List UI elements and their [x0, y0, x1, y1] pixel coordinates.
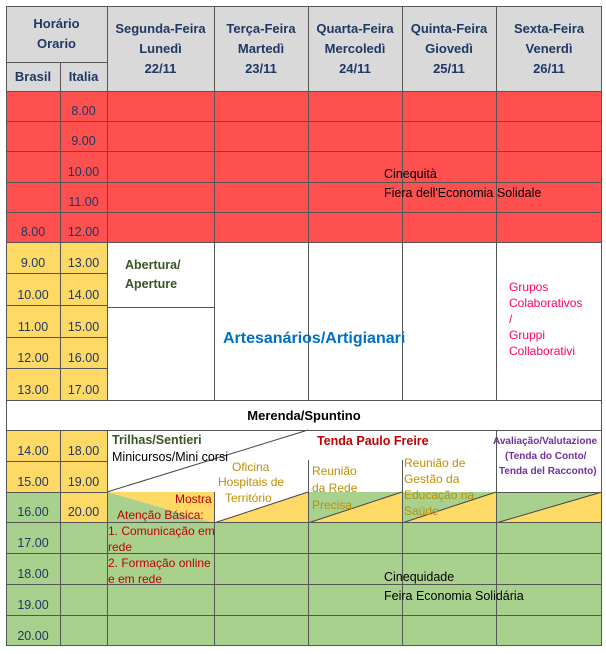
brasil-time: 14.00 [17, 444, 49, 458]
italia-time: 14.00 [67, 288, 100, 302]
mostra-line: rede [108, 540, 133, 554]
cinequita-subtitle: Fiera dell'Economia Solidale [384, 186, 542, 200]
header-brasil: Brasil [6, 62, 60, 91]
italia-time: 16.00 [67, 351, 100, 365]
day-date: 22/11 [144, 60, 177, 76]
oficina-line: Oficina [232, 460, 270, 474]
day-pt: Terça-Feira [226, 20, 296, 36]
brasil-time: 18.00 [17, 567, 49, 581]
mostra-line: 2. Formação online [108, 556, 211, 570]
brasil-time: 8.00 [20, 225, 46, 239]
day-it: Giovedì [425, 40, 473, 56]
mostra-line: Mostra [175, 492, 212, 506]
abertura-subtitle: Aperture [125, 277, 178, 291]
day-it: Venerdì [525, 40, 573, 56]
mostra-line: 1. Comunicação em [108, 524, 215, 538]
trilhas-label: Trilhas/Sentieri [112, 433, 202, 447]
oficina-line: Território [225, 491, 272, 505]
brasil-time: 15.00 [17, 475, 49, 489]
brasil-time: 13.00 [17, 383, 49, 397]
cinequidade-subtitle: Feira Economia Solidária [384, 589, 524, 603]
italia-time: 10.00 [67, 165, 100, 179]
reuniao-gestao-line: Saúde [404, 504, 439, 518]
brasil-time: 9.00 [20, 256, 46, 270]
day-it: Martedì [237, 40, 285, 56]
avaliacao-title: Avaliação/Valutazione [493, 436, 598, 447]
italia-time: 9.00 [71, 134, 96, 148]
italia-time: 11.00 [68, 195, 99, 209]
merenda-row: Merenda/Spuntino [247, 407, 361, 423]
italia-time: 20.00 [67, 505, 100, 519]
cinequita-title: Cinequità [384, 167, 437, 181]
reuniao-rede-line: da Rede [312, 481, 358, 495]
day-pt: Segunda-Feira [115, 20, 206, 36]
day-date: 25/11 [433, 60, 465, 76]
grupos-line: Collaborativi [509, 344, 576, 358]
brasil-time: 12.00 [17, 351, 49, 365]
day-date: 23/11 [245, 60, 277, 76]
grupos-line: Gruppi [509, 328, 546, 342]
artesanarios-label: Artesanários/Artigianari [223, 330, 406, 347]
grupos-line: Grupos [509, 280, 549, 294]
abertura-title: Abertura/ [125, 258, 181, 272]
italia-time: 8.00 [71, 104, 96, 118]
day-pt: Sexta-Feira [513, 20, 585, 36]
mostra-line: Atenção Básica: [117, 508, 204, 522]
reuniao-rede-line: Reunião [312, 464, 357, 478]
header-orario-label: Orario [36, 36, 76, 51]
mostra-line: e em rede [108, 572, 163, 586]
header-italia: Italia [60, 62, 107, 91]
brasil-time: 11.00 [17, 320, 49, 334]
brasil-time: 10.00 [17, 288, 49, 302]
italia-time: 19.00 [67, 475, 100, 489]
day-date: 26/11 [533, 60, 565, 76]
header-horario-label: Horário [33, 16, 80, 31]
brasil-time: 16.00 [17, 505, 49, 519]
day-pt: Quinta-Feira [410, 20, 488, 36]
reuniao-rede-line: Precisa [312, 498, 353, 512]
italia-time: 18.00 [67, 444, 100, 458]
brasil-time: 19.00 [17, 598, 49, 612]
reuniao-gestao-line: Reunião de [404, 456, 466, 470]
oficina-line: Hospitais de [218, 475, 285, 489]
day-it: Mercoledì [324, 40, 386, 56]
grupos-line: / [509, 312, 513, 326]
reuniao-gestao-line: Educação na [404, 488, 475, 502]
avaliacao-subtitle: Tenda del Racconto) [499, 466, 597, 477]
brasil-time: 17.00 [17, 536, 49, 550]
cinequidade-title: Cinequidade [384, 570, 455, 584]
tenda-paulo-freire: Tenda Paulo Freire [317, 434, 429, 448]
avaliacao-subtitle: (Tenda do Conto/ [505, 451, 587, 462]
day-date: 24/11 [339, 60, 371, 76]
day-it: Lunedì [139, 40, 182, 56]
italia-time: 15.00 [67, 320, 100, 334]
reuniao-gestao-line: Gestão da [404, 472, 460, 486]
day-pt: Quarta-Feira [316, 20, 394, 36]
italia-time: 13.00 [67, 256, 100, 270]
italia-time: 17.00 [67, 383, 100, 397]
grupos-line: Colaborativos [509, 296, 583, 310]
brasil-time: 20.00 [17, 629, 49, 643]
minicursos-label: Minicursos/Mini corsi [112, 450, 228, 464]
italia-time: 12.00 [67, 225, 100, 239]
